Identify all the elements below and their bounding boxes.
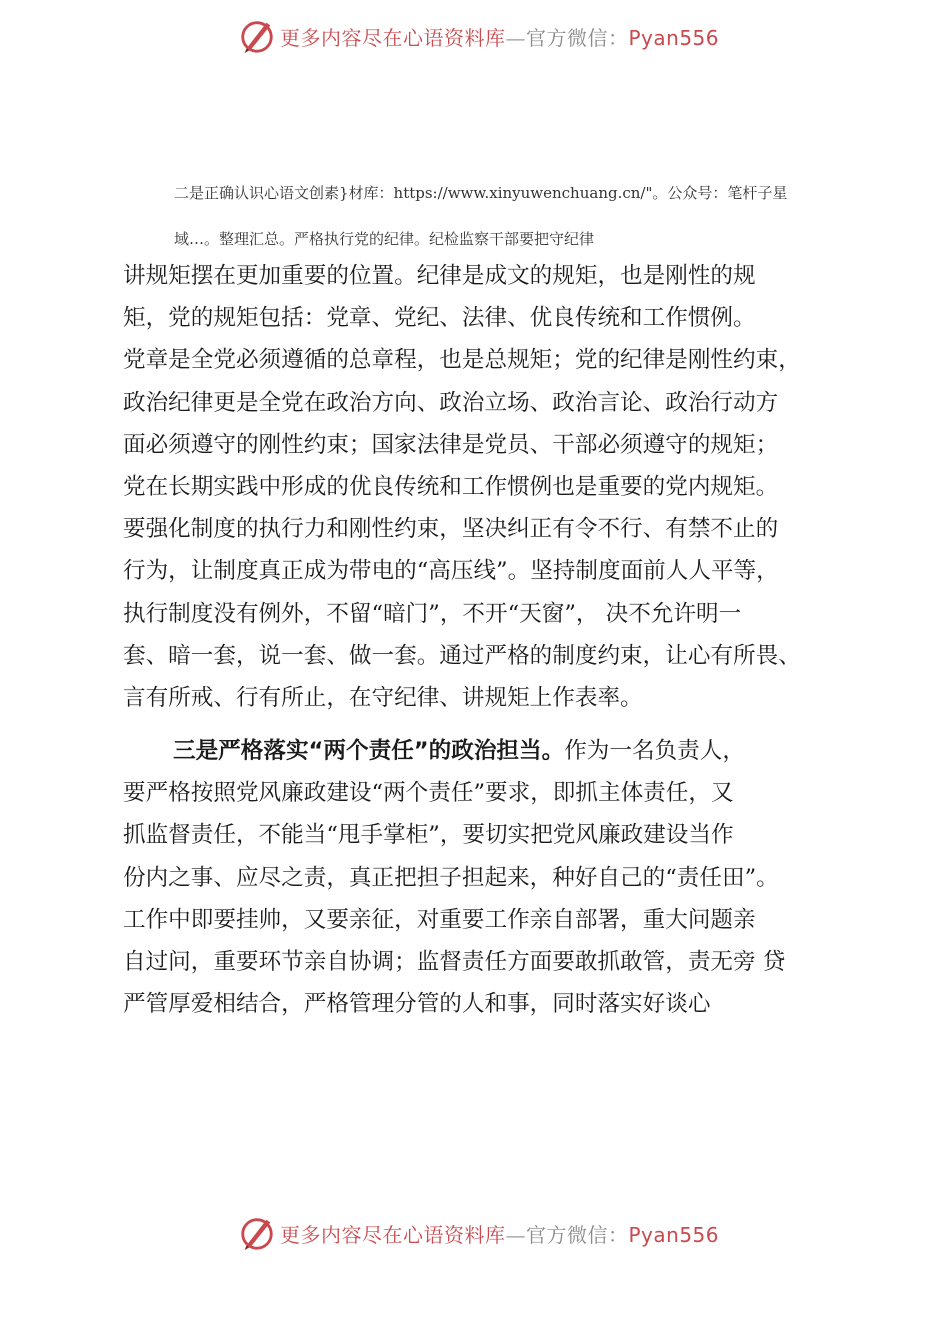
banner-text — [280, 22, 719, 51]
banner-wechat-id: Pyan556 — [628, 1222, 720, 1247]
pen-circle-logo-icon — [238, 1214, 276, 1252]
pen-circle-logo-icon — [238, 17, 276, 55]
paragraph-line: 抓监督责任，不能当“甩手掌柜”，要切实把党风廉政建设当作 — [123, 822, 734, 849]
banner-label: 官方微信： — [526, 1222, 629, 1247]
paragraph-line: 行为，让制度真正成为带电的“高压线”。坚持制度面前人人平等， — [123, 558, 779, 585]
paragraph-line: 言有所戒、行有所止，在守纪律、讲规矩上作表率。 — [123, 684, 643, 711]
note-line-2: 域…。整理汇总。严格执行党的纪律。纪检监察干部要把守纪律 — [174, 230, 595, 248]
paragraph-line: 面必须遵守的刚性约束；国家法律是党员、干部必须遵守的规矩； — [123, 431, 779, 458]
banner-text — [280, 1219, 719, 1248]
paragraph-1 — [123, 255, 863, 719]
paragraph-line: 矩，党的规矩包括：党章、党纪、法律、优良传统和工作惯例。 — [123, 305, 756, 332]
header-banner — [238, 16, 758, 56]
paragraph-line: 讲规矩摆在更加重要的位置。纪律是成文的规矩，也是刚性的规 — [123, 263, 756, 289]
paragraph-line: 政治纪律更是全党在政治方向、政治立场、政治言论、政治行动方 — [123, 389, 779, 416]
paragraph-line: 工作中即要挂帅，又要亲征，对重要工作亲自部署，重大问题亲 — [123, 906, 756, 933]
paragraph-line: 自过问，重要环节亲自协调；监督责任方面要敢抓敢管，责无旁 贷 — [123, 948, 786, 975]
heading-rest: 作为一名负责人， — [564, 738, 745, 764]
paragraph-line: 党章是全党必须遵循的总章程，也是总规矩；党的纪律是刚性约束， — [123, 347, 801, 374]
banner-main-text: 更多内容尽在心语资料库 — [280, 25, 506, 50]
paragraph-line: 要强化制度的执行力和刚性约束，坚决纠正有令不行、有禁不止的 — [123, 516, 779, 543]
paragraph-line: 份内之事、应尽之责，真正把担子担起来，种好自己的“责任田”。 — [123, 864, 779, 891]
banner-dash: — — [505, 25, 526, 50]
banner-wechat-id: Pyan556 — [628, 25, 720, 50]
paragraph-line: 执行制度没有例外，不留“暗门”，不开“天窗”， 决不允许明一 — [123, 600, 742, 627]
banner-main-text: 更多内容尽在心语资料库 — [280, 1222, 506, 1247]
banner-label: 官方微信： — [526, 25, 629, 50]
footer-banner — [238, 1213, 758, 1253]
paragraph-2 — [123, 730, 863, 1025]
paragraph-line: 要严格按照党风廉政建设“两个责任”要求，即抓主体责任，又 — [123, 780, 734, 807]
note-line-1: 二是正确认识心语文创素}材库：https://www.xinyuwenchuang.cn/"。公众号：笔杆子星 — [174, 184, 788, 202]
paragraph-line: 党在长期实践中形成的优良传统和工作惯例也是重要的党内规矩。 — [123, 473, 779, 500]
paragraph-line: 严管厚爱相结合，严格管理分管的人和事，同时落实好谈心 — [123, 991, 711, 1018]
paragraph-line: 套、暗一套，说一套、做一套。通过严格的制度约束，让心有所畏、 — [123, 642, 801, 669]
paragraph-first-line — [123, 730, 863, 772]
banner-dash: — — [505, 1222, 526, 1247]
section-heading: 三是严格落实“两个责任”的政治担当。 — [173, 738, 565, 764]
